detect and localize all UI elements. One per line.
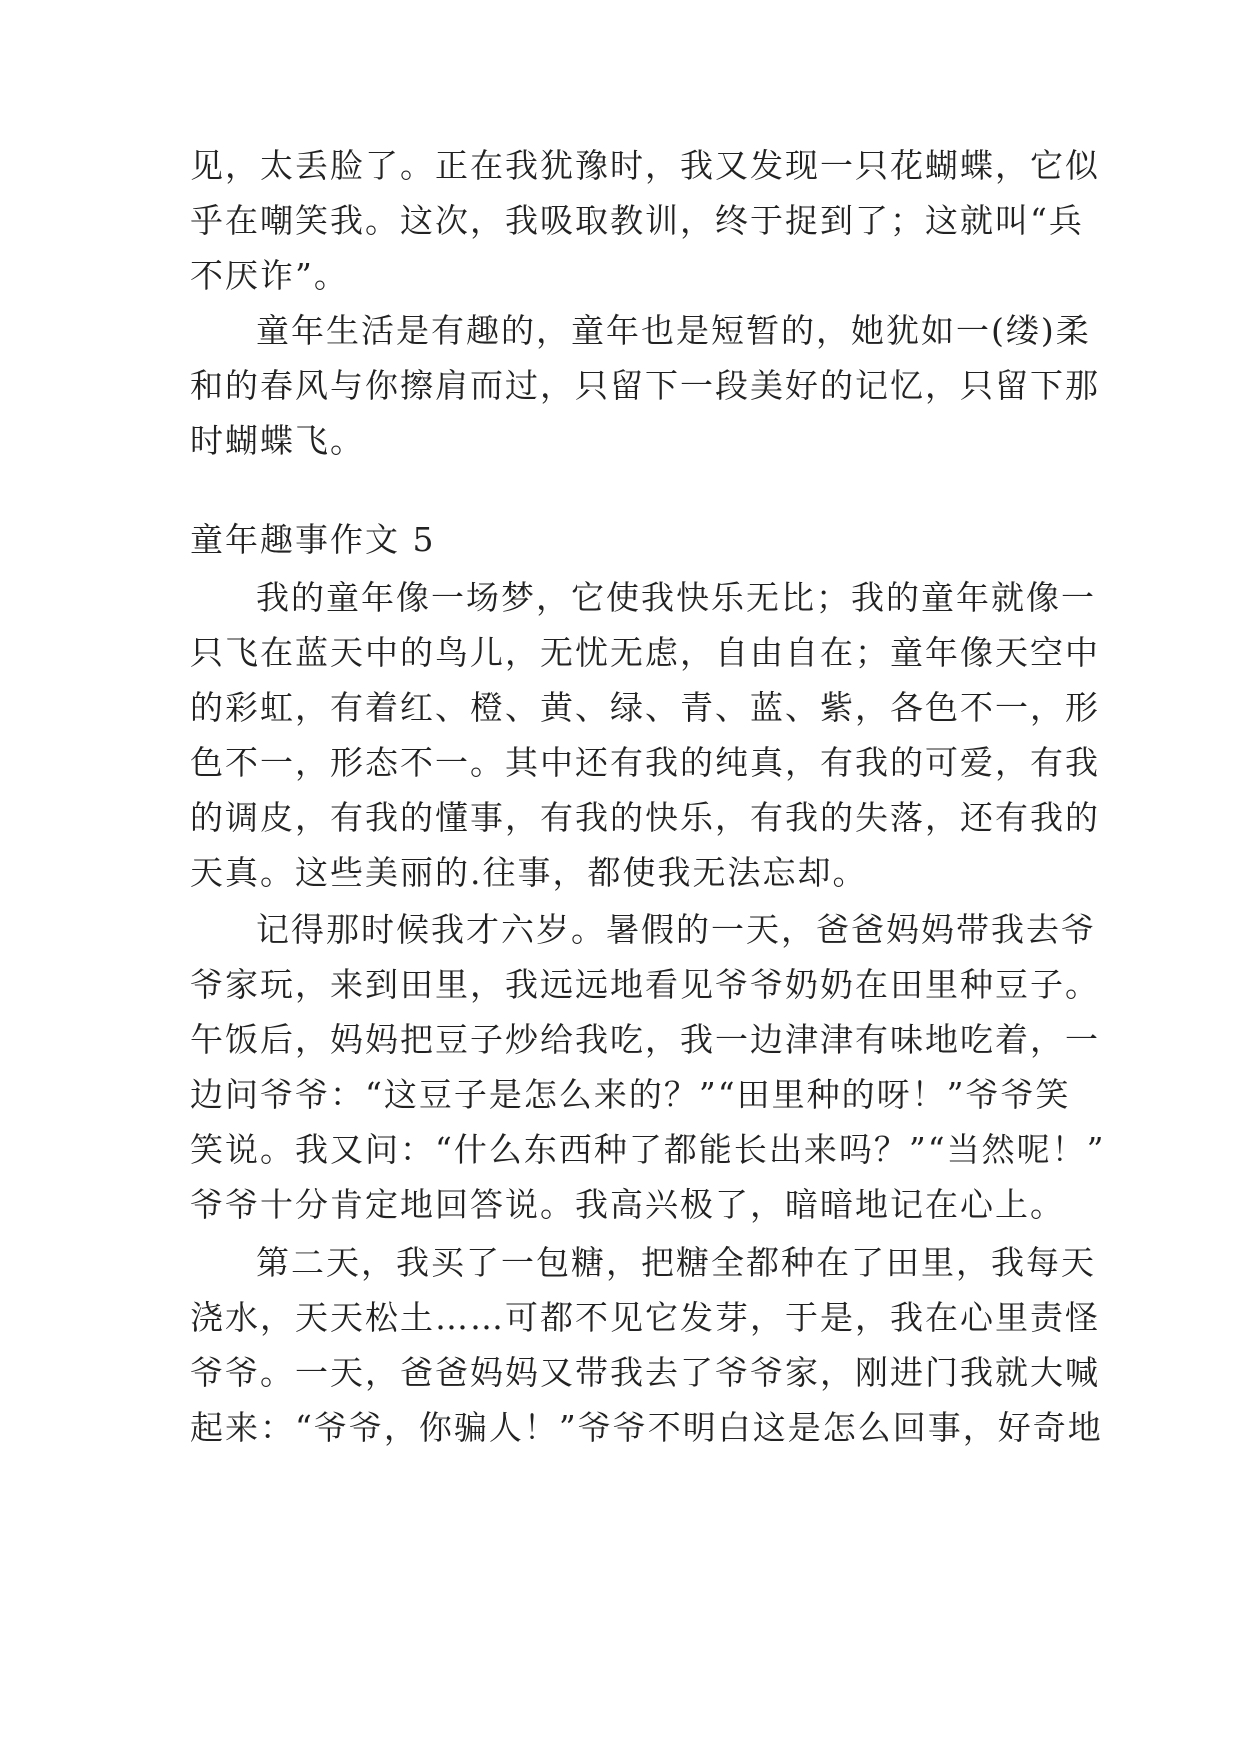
text-line: 爷爷。一天，爸爸妈妈又带我去了爷爷家，刚进门我就大喊 [190, 1353, 1100, 1392]
text-line: 我的童年像一场梦，它使我快乐无比；我的童年就像一 [256, 578, 1096, 617]
text-line: 爷爷十分肯定地回答说。我高兴极了，暗暗地记在心上。 [190, 1185, 1065, 1224]
text-line: 浇水，天天松土……可都不见它发芽，于是，我在心里责怪 [190, 1298, 1100, 1337]
text-line: 童年生活是有趣的，童年也是短暂的，她犹如一(缕)柔 [256, 311, 1091, 350]
text-line: 色不一，形态不一。其中还有我的纯真，有我的可爱，有我 [190, 743, 1100, 782]
text-line: 和的春风与你擦肩而过，只留下一段美好的记忆，只留下那 [190, 366, 1100, 405]
text-line: 的调皮，有我的懂事，有我的快乐，有我的失落，还有我的 [190, 798, 1100, 837]
text-line: 只飞在蓝天中的鸟儿，无忧无虑，自由自在；童年像天空中 [190, 633, 1100, 672]
text-line: 的彩虹，有着红、橙、黄、绿、青、蓝、紫，各色不一，形 [190, 688, 1100, 727]
text-line: 不厌诈”。 [190, 256, 349, 295]
section-heading: 童年趣事作文 5 [190, 520, 436, 559]
text-line: 时蝴蝶飞。 [190, 421, 365, 460]
text-line: 爷家玩，来到田里，我远远地看见爷爷奶奶在田里种豆子。 [190, 965, 1100, 1004]
text-line: 见，太丢脸了。正在我犹豫时，我又发现一只花蝴蝶，它似 [190, 146, 1100, 185]
text-line: 乎在嘲笑我。这次，我吸取教训，终于捉到了；这就叫“兵 [190, 201, 1084, 240]
text-line: 午饭后，妈妈把豆子炒给我吃，我一边津津有味地吃着，一 [190, 1020, 1100, 1059]
text-line: 记得那时候我才六岁。暑假的一天，爸爸妈妈带我去爷 [256, 910, 1096, 949]
text-line: 笑说。我又问：“什么东西种了都能长出来吗？”“当然呢！” [190, 1130, 1106, 1169]
text-line: 天真。这些美丽的.往事，都使我无法忘却。 [190, 853, 868, 892]
text-line: 起来：“爷爷，你骗人！”爷爷不明白这是怎么回事，好奇地 [190, 1408, 1103, 1447]
text-line: 边问爷爷：“这豆子是怎么来的？”“田里种的呀！”爷爷笑 [190, 1075, 1071, 1114]
text-line: 第二天，我买了一包糖，把糖全都种在了田里，我每天 [256, 1243, 1096, 1282]
